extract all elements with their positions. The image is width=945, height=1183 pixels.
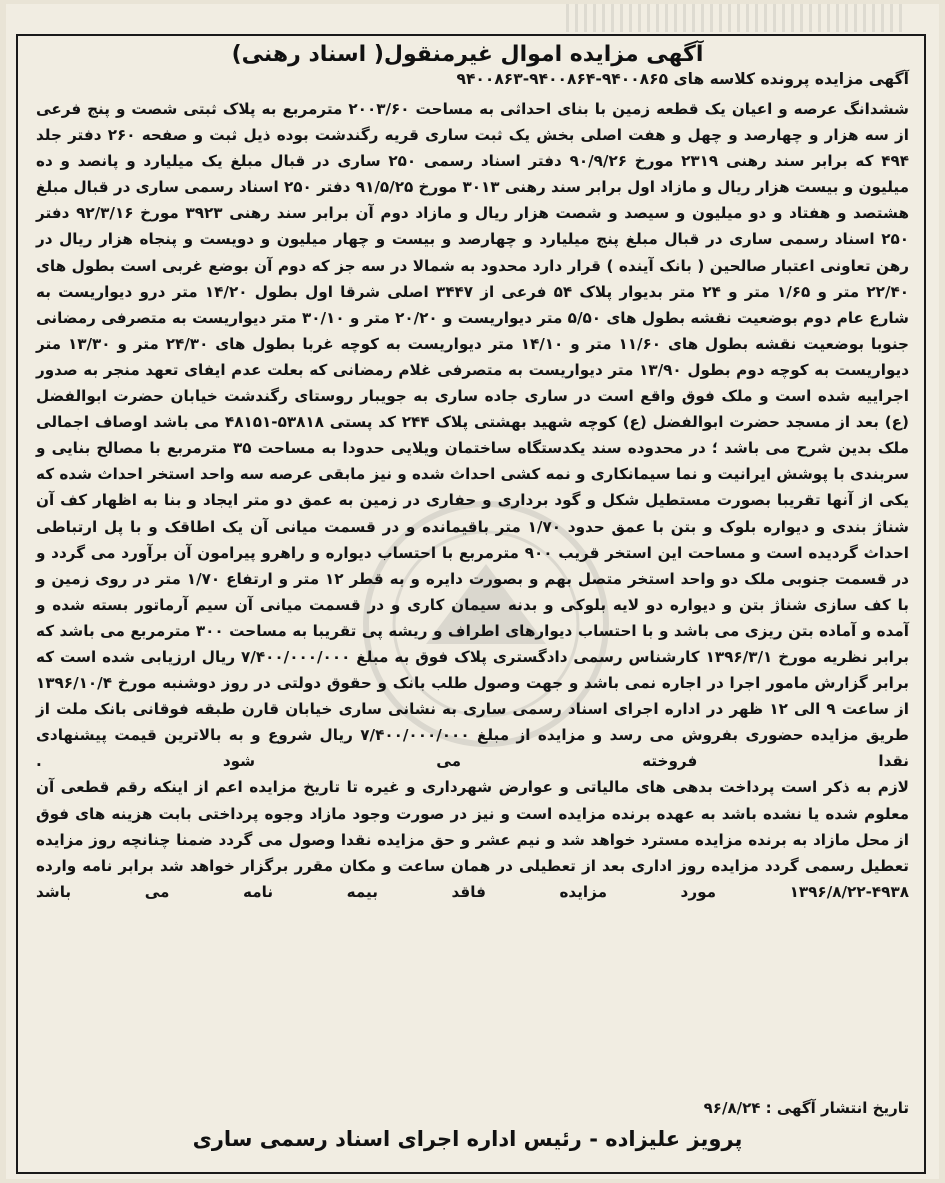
- case-numbers: آگهی مزایده پرونده کلاسه های ۹۴۰۰۸۶۵-۹۴۰۰۸۶۴-۹۴۰۰۸۶۳: [456, 70, 909, 88]
- notice-title: آگهی مزایده اموال غیرمنقول( اسناد رهنی): [231, 42, 704, 67]
- signature-line: پرویز علیزاده - رئیس اداره اجرای اسناد رسمی ساری: [192, 1127, 743, 1151]
- notice-body: [36, 96, 909, 905]
- notice-paragraph: لازم به ذکر است پرداخت بدهی های مالیاتی و عوارض شهرداری و غیره تا تاریخ مزایده اعم از اینکه رقم قطعی آن معلوم شده یا نشده باشد به عهده برنده مزایده است و نیز در صورت وجود مازاد وجوه پرداختی بابت هزینه های فوق از محل مازاد به برنده مزایده مسترد خواهد شد و نیم عشر و حق مزایده نقدا وصول می گردد ضمنا چنانچه روز مزایده تعطیل رسمی گردد مزایده روز اداری بعد از تعطیلی در همان ساعت و مکان مقرر برگزار خواهد شد برابر نامه وارده ۴۹۳۸-۱۳۹۶/۸/۲۲ مورد مزایده فاقد بیمه نامه می باشد: [36, 778, 909, 901]
- notice-paragraph: ششدانگ عرصه و اعیان یک قطعه زمین با بنای احداثی به مساحت ۲۰۰۳/۶۰ مترمربع به پلاک ثبتی شصت و پنج فرعی از سه هزار و چهارصد و چهل و هفت اصلی بخش یک ثبت ساری قریه رگندشت بوده ذیل ثبت و صفحه ۲۶۰ دفتر جلد ۴۹۴ که برابر سند رهنی ۲۳۱۹ مورخ ۹۰/۹/۲۶ دفتر اسناد رسمی ۲۵۰ ساری در قبال مبلغ یک میلیارد و پانصد و ده میلیون و بیست هزار ریال و مازاد اول برابر سند رهنی ۳۰۱۳ مورخ ۹۱/۵/۲۵ دفتر ۲۵۰ اسناد رسمی ساری در قبال مبلغ هشتصد و هفتاد و دو میلیون و سیصد و شصت هزار ریال و مازاد دوم آن برابر سند رهنی ۳۹۲۳ مورخ ۹۲/۳/۱۶ دفتر ۲۵۰ اسناد رسمی ساری در قبال مبلغ پنج میلیارد و چهارصد و بیست و چهار میلیون و دویست و پنجاه هزار ریال در رهن تعاونی اعتبار صالحین ( بانک آینده ) قرار دارد محدود به شمالا در سه جز که دوم آن بوضع غربی است بطول های ۲۲/۴۰ متر و ۱/۶۵ متر و ۲۴ متر بدیوار پلاک ۵۴ فرعی از ۳۴۴۷ اصلی شرقا اول بطول ۱۴/۲۰ متر درو دیواریست به شارع عام دوم بوضعیت نقشه بطول های ۵/۵۰ متر دیواریست و ۲۰/۲۰ متر و ۳۰/۱۰ متر دیواریست به متصرفی رمضانی جنوبا بوضعیت نقشه بطول های ۱۱/۶۰ متر و ۱۴/۱۰ متر دیواریست به کوچه غربا بطول های ۲۴/۳۰ متر و ۱۳/۳۰ متر دیواریست به کوچه دوم بطول ۱۳/۹۰ متر دیواریست به متصرفی غلام رمضانی که بعلت عدم ایفای تعهد منجر به صدور اجراییه شده است و ملک فوق واقع است در ساری جاده ساری به جویبار روستای رگندشت خیابان حضرت ابوالفضل (ع) بعد از مسجد حضرت ابوالفضل (ع) کوچه شهید بهشتی پلاک ۲۴۴ کد پستی ۵۳۸۱۸-۴۸۱۵۱ می باشد اوصاف اجمالی ملک بدین شرح می باشد ؛ در محدوده سند یکدستگاه ساختمان ویلایی حدودا به مساحت ۳۵ مترمربع با مصالح بنایی و سربندی با پوشش ایرانیت و نما سیمانکاری و نمه کشی احداث شده و نیز مابقی عرصه سه واحد استخر احداث شده که یکی از آنها تقریبا بصورت مستطیل شکل و گود برداری و حفاری در زمین به عمق دو متر ایجاد و بنا به اظهار کف آن شناژ بندی و دیواره بلوک و بتن با عمق حدود ۱/۷۰ متر باقیمانده و در قسمت میانی آن یک اطاقک و با پل ارتباطی احداث گردیده است و مساحت این استخر قریب ۹۰۰ مترمربع با احتساب دیواره و راهرو پیرامون آن برآورد می گردد و در قسمت جنوبی ملک دو واحد استخر متصل بهم و بصورت دایره و به قطر ۱۲ متر و ارتفاع ۱/۷۰ متر در روی زمین و با کف سازی شناژ بتن و دیواره دو لایه بلوکی و بدنه سیمان کاری و در قسمت میانی آن سیم آرماتور بسته شده و آمده و آماده بتن ریزی می باشد و با احتساب دیوارهای اطراف و ریشه پی تقریبا به مساحت ۳۰۰ مترمربع می باشد که برابر نظریه مورخ ۱۳۹۶/۳/۱ کارشناس رسمی دادگستری پلاک فوق به مبلغ ۷/۴۰۰/۰۰۰/۰۰۰ ریال ارزیابی شده است که برابر گزارش مامور اجرا در اجاره نمی باشد و جهت وصول طلب بانک و حقوق دولتی در روز دوشنبه مورخ ۱۳۹۶/۱۰/۴ از ساعت ۹ الی ۱۲ ظهر در اداره اجرای اسناد رسمی ساری به نشانی ساری خیابان قارن طبقه فوقانی بانک ملت از طریق مزایده حضوری بفروش می رسد و مزایده از مبلغ ۷/۴۰۰/۰۰۰/۰۰۰ ریال شروع و به بالاترین قیمت پیشنهادی نقدا فروخته می شود .: [36, 100, 910, 771]
- newspaper-clipping: [6, 4, 939, 1179]
- publish-date: تاریخ انتشار آگهی : ۹۶/۸/۲۴: [703, 1099, 909, 1117]
- top-bleed-through: [566, 4, 906, 32]
